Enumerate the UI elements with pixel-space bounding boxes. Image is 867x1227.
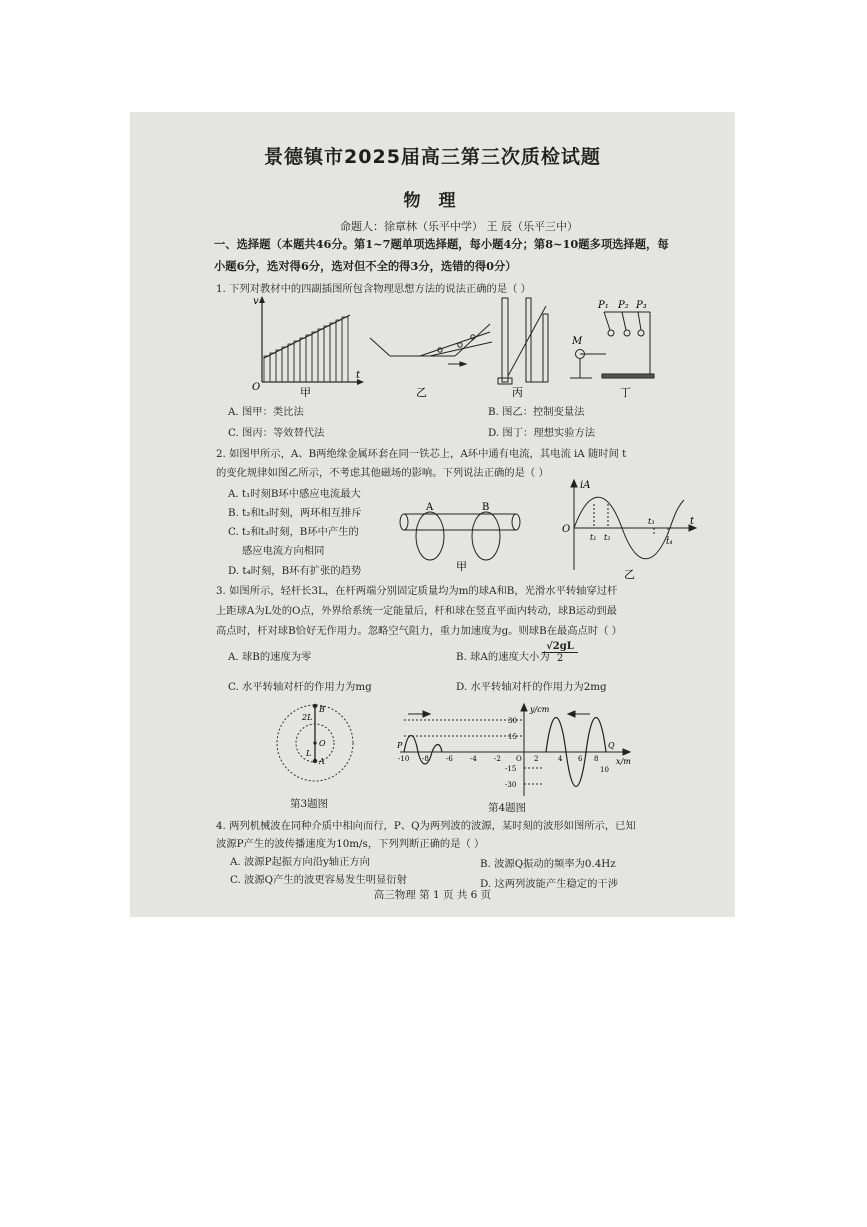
q3-option-d: D. 水平转轴对杆的作用力为2mg [456,681,607,693]
q2-graph-o: O [562,524,571,535]
question-4-stem-1: 4. 两列机械波在同种介质中相向而行，P、Q为两列波的波源，某时刻的波形如图所示，已知 [216,820,636,832]
q2-option-c-cont: 感应电流方向相同 [242,545,325,557]
fig-q2-yi-label: 乙 [624,568,635,581]
section-heading-cont: 小题6分，选对得6分，选对但不全的得3分，选错的得0分） [214,259,517,273]
q2-graph-t3: t₃ [648,517,655,526]
q2-option-d: D. t₄时刻，B环有扩张的趋势 [228,565,362,577]
q4-q-label: Q [608,741,615,750]
q4-ytick-30: 30 [508,717,517,725]
figure-ding [570,312,654,378]
question-3-stem-1: 3. 如图所示，轻杆长3L，在杆两端分别固定质量均为m的球A和B，光滑水平转轴穿过杆 [216,585,618,597]
q4-ytick-n15: -15 [505,765,517,773]
q4-option-a: A. 波源P起振方向沿y轴正方向 [230,856,370,868]
page-footer: 高三物理 第 1 页 共 6 页 [373,889,492,901]
subject-title: 物 理 [403,191,462,211]
q4-option-b: B. 波源Q振动的频率为0.4Hz [480,858,616,870]
q3-fig-b: B [319,705,325,714]
q1-option-b: B. 图乙：控制变量法 [488,406,585,418]
q2-graph-t4: t₄ [666,537,673,546]
q4-xtick-4: 4 [558,755,563,763]
q4-xtick-n4: -4 [470,755,477,763]
question-2-stem-1: 2. 如图甲所示，A、B两绝缘金属环套在同一铁芯上，A环中通有电流，其电流 iA 随时间 t [216,448,627,460]
q4-ytick-15: 15 [508,733,517,741]
ring-a-label: A [426,502,434,513]
fig-jia-v: v [253,296,259,307]
q4-xtick-6: 6 [578,755,583,763]
figure-bing [498,298,548,384]
q4-option-d: D. 这两列波能产生稳定的干涉 [480,878,618,890]
q1-option-d: D. 图丁：理想实验方法 [488,427,596,439]
q4-xtick-n8: -8 [422,755,429,763]
q4-ylabel: y/cm [530,705,550,714]
question-4-stem-2: 波源P产生的波传播速度为10m/s，下列判断正确的是（ ） [216,838,485,850]
q2-graph-t2: t₂ [604,533,611,542]
fig-label-bing: 丙 [512,386,523,399]
fig-label-jia: 甲 [300,386,311,399]
q4-xtick-n6: -6 [446,755,453,763]
figure-jia [252,296,364,399]
q3-fig-l: L [306,749,312,758]
q4-xtick-8: 8 [594,755,599,763]
fig-ding-p1: P₁ [598,300,609,311]
q2-graph-t1: t₁ [590,533,597,542]
fig-ding-p3: P₃ [636,300,647,311]
exam-title: 景德镇市2025届高三第三次质检试题 [264,146,601,168]
fig-jia-t: t [356,370,361,381]
fig-label-yi: 乙 [416,386,427,399]
q3-fig-o: O [319,739,326,748]
fig-ding-p2: P₂ [618,300,629,311]
q4-xtick-2: 2 [534,755,539,763]
question-2-figure-yi [562,476,702,580]
q2-option-a: A. t₁时刻B环中感应电流最大 [228,488,361,500]
fig-q2-jia-label: 甲 [456,560,467,573]
q1-option-a: A. 图甲：类比法 [228,406,304,418]
question-3-stem-2: 上距球A为L处的O点，外界给系统一定能量后，杆和球在竖直平面内转动，球B运动到最 [216,605,617,617]
q3-option-b-fraction [542,641,578,664]
q3-fig-a: A [319,757,325,766]
fig-jia-o: O [252,382,261,393]
q2-graph-i: iA [580,480,591,491]
q2-graph-t: t [690,516,695,527]
q4-caption: 第4题图 [488,802,527,814]
question-1-figures [250,292,660,402]
ring-b-label: B [482,502,490,513]
q1-option-c: C. 图丙：等效替代法 [228,427,325,439]
figure-yi [370,324,492,366]
q4-xtick-n2: -2 [494,755,501,763]
fraction-denominator: 2 [556,653,564,664]
q4-origin: O [516,755,522,763]
q3-caption: 第3题图 [290,798,329,810]
q2-option-b: B. t₂和t₃时刻，两环相互排斥 [228,507,362,519]
q3-option-b: B. 球A的速度大小为 [456,651,550,663]
question-2-figure-jia [392,496,532,572]
question-1-stem: 1. 下列对教材中的四副插图所包含物理思想方法的说法正确的是（ ） [216,283,531,295]
q3-option-a: A. 球B的速度为零 [228,651,312,663]
exam-paper-photo [130,112,735,917]
question-3-stem-3: 高点时，杆对球B恰好无作用力。忽略空气阻力，重力加速度为g。则球B在最高点时（ ） [216,625,622,637]
question-3-figure [270,698,360,788]
q4-xtick-n10: -10 [398,755,410,763]
q4-xlabel: x/m [616,757,631,766]
fig-ding-m: M [572,336,583,347]
author-line: 命题人：徐章林（乐平中学） 王 辰（乐平三中） [340,220,578,233]
question-4-figure [394,702,634,798]
q3-option-c: C. 水平转轴对杆的作用力为mg [228,681,372,693]
q2-option-c: C. t₂和t₃时刻，B环中产生的 [228,526,359,538]
q4-option-c: C. 波源Q产生的波更容易发生明显衍射 [230,874,407,886]
q4-ytick-n30: -30 [505,781,517,789]
question-2-stem-2: 的变化规律如图乙所示，不考虑其他磁场的影响。下列说法正确的是（ ） [216,467,549,479]
fig-label-ding: 丁 [620,386,631,399]
section-heading: 一、选择题（本题共46分。第1~7题单项选择题，每小题4分；第8~10题多项选择题，每 [214,237,669,251]
fraction-numerator: √2gL [542,641,578,653]
q4-xtick-10: 10 [600,766,609,774]
q3-fig-2l: 2L [302,713,313,722]
q4-p-label: P [397,741,403,750]
